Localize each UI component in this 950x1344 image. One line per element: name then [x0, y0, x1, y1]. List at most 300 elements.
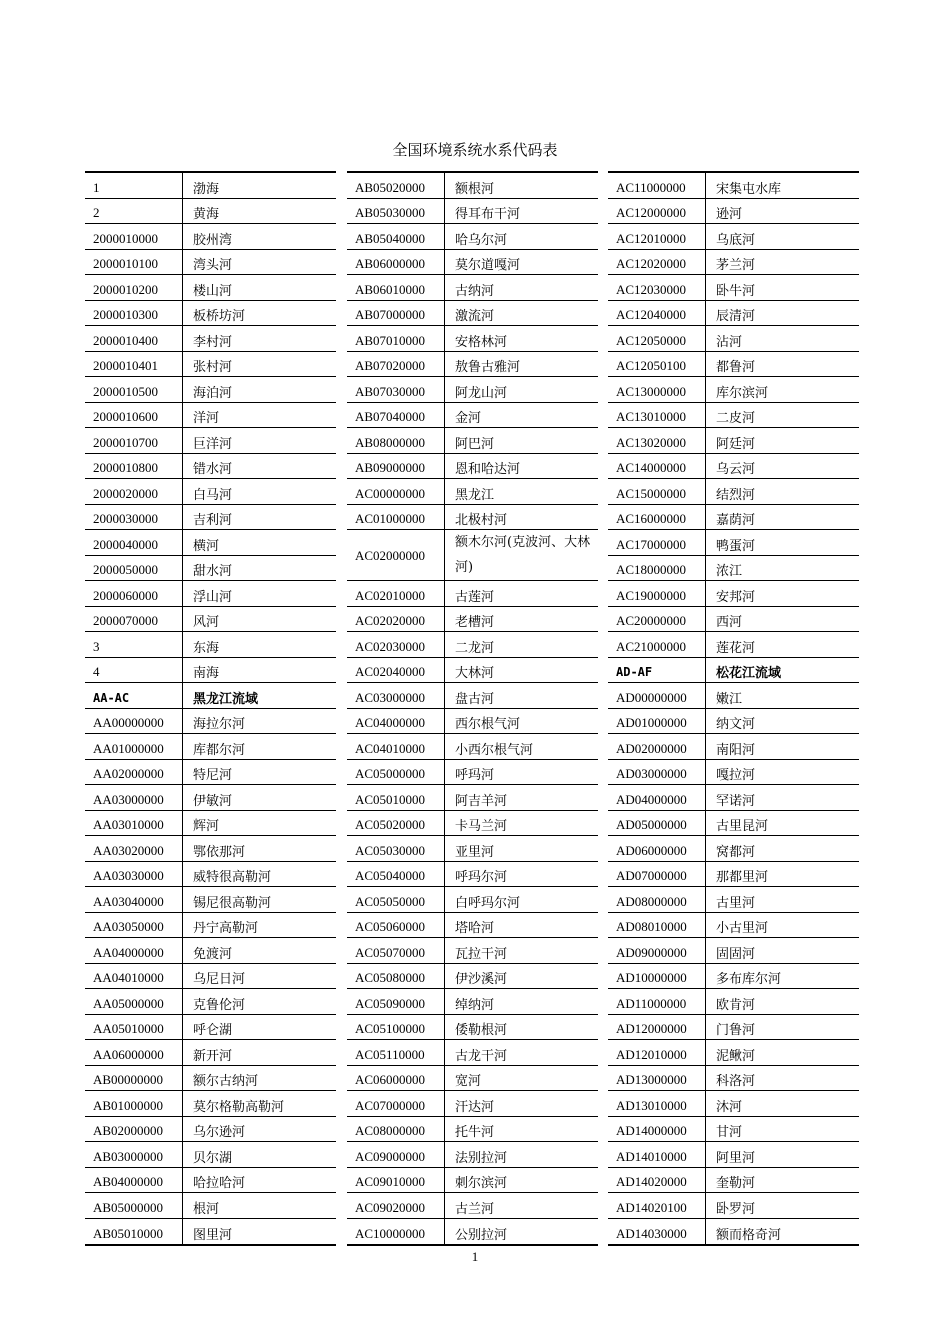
table-row: [347, 734, 598, 760]
table-row: [85, 836, 336, 862]
table-row: [347, 785, 598, 811]
water-system-code: AC05030000: [347, 836, 445, 861]
water-body-name: 公别拉河: [455, 1228, 508, 1243]
water-body-name: 恩和哈达河: [455, 462, 521, 477]
water-body-name: 根河: [193, 1201, 220, 1217]
water-system-code: 2000010800: [85, 454, 183, 479]
table-row: [85, 1142, 336, 1168]
water-body-name: 沐河: [716, 1099, 743, 1115]
water-body-name: 吉利河: [193, 513, 233, 528]
water-body-name: 茅兰河: [716, 258, 756, 273]
table-row: [85, 377, 336, 403]
table-row: [85, 275, 336, 301]
table-row: [347, 1219, 598, 1245]
water-system-code: AD14000000: [608, 1117, 706, 1142]
water-body-name: 阿吉羊河: [455, 793, 508, 809]
water-body-name: 那都里河: [716, 870, 769, 885]
water-system-code: AD02000000: [608, 734, 706, 759]
table-row: [608, 1168, 859, 1194]
water-body-name: 额木尔河(克波河、大林河): [455, 535, 591, 575]
water-body-name: 阿廷河: [716, 436, 756, 452]
water-system-code: AD13010000: [608, 1091, 706, 1116]
water-body-name: 都鲁河: [716, 360, 756, 375]
table-row: [608, 1040, 859, 1066]
table-row: [347, 862, 598, 888]
table-row: [85, 505, 336, 531]
water-system-code: 2000030000: [85, 505, 183, 530]
water-system-code: 2000010100: [85, 250, 183, 275]
water-system-code: AC12050100: [608, 352, 706, 377]
water-system-code: AD12000000: [608, 1015, 706, 1040]
water-system-code: AA03010000: [85, 811, 183, 836]
water-system-code: AC09010000: [347, 1168, 445, 1193]
water-system-code: AC12040000: [608, 301, 706, 326]
table-row: [608, 1066, 859, 1092]
table-row: [608, 530, 859, 556]
water-body-name: 板桥坊河: [193, 309, 246, 324]
water-body-name: 安邦河: [716, 589, 756, 605]
water-system-code: AD08000000: [608, 887, 706, 912]
table-row: [85, 199, 336, 225]
water-system-code: AB07020000: [347, 352, 445, 377]
water-body-name: 湾头河: [193, 258, 233, 273]
water-system-code: 2000020000: [85, 479, 183, 504]
table-row: [85, 607, 336, 633]
table-row: [85, 734, 336, 760]
water-body-name: 小西尔根气河: [455, 742, 534, 758]
table-row: [347, 1142, 598, 1168]
code-table-column-1: [85, 171, 336, 1246]
table-row: [85, 1117, 336, 1143]
water-system-code: AC04010000: [347, 734, 445, 759]
water-system-code: AC13020000: [608, 428, 706, 453]
water-body-name: 纳文河: [716, 717, 756, 732]
water-body-name: 特尼河: [193, 768, 233, 783]
water-body-name: 瓦拉干河: [455, 946, 508, 962]
water-system-code: 2000050000: [85, 556, 183, 581]
table-row: [608, 989, 859, 1015]
water-body-name: 李村河: [193, 334, 233, 350]
table-row: [85, 964, 336, 990]
water-system-code: AC05100000: [347, 1015, 445, 1040]
table-row: [85, 530, 336, 556]
water-body-name: 塔哈河: [455, 921, 495, 936]
table-row: [608, 938, 859, 964]
water-system-code: AA01000000: [85, 734, 183, 759]
water-body-name: 激流河: [455, 309, 495, 324]
water-system-code: AD03000000: [608, 760, 706, 785]
water-body-name: 二皮河: [716, 411, 756, 426]
table-row: [608, 760, 859, 786]
water-system-code: 2000010600: [85, 403, 183, 428]
table-row: [608, 734, 859, 760]
water-body-name: 金河: [455, 411, 482, 426]
water-body-name: 卧罗河: [716, 1201, 756, 1217]
water-system-code: AB06000000: [347, 250, 445, 275]
water-body-name: 托牛河: [455, 1125, 495, 1140]
table-row: [85, 556, 336, 582]
table-row: [347, 760, 598, 786]
water-system-code: AC12000000: [608, 199, 706, 224]
water-system-code: AC12010000: [608, 224, 706, 249]
water-system-code: AC00000000: [347, 479, 445, 504]
water-system-code: 2000060000: [85, 581, 183, 606]
water-body-name: 免渡河: [193, 946, 233, 962]
table-row: [347, 428, 598, 454]
table-row: [347, 811, 598, 837]
water-body-name: 得耳布干河: [455, 207, 521, 222]
table-row: [608, 964, 859, 990]
water-system-code: AD10000000: [608, 964, 706, 989]
water-body-name: 渤海: [193, 181, 220, 197]
table-row: [608, 887, 859, 913]
water-body-name: 逊河: [716, 207, 743, 222]
table-row: [608, 811, 859, 837]
water-system-code: AC05000000: [347, 760, 445, 785]
table-row: [608, 479, 859, 505]
table-row: [608, 454, 859, 480]
water-system-code: AB04000000: [85, 1168, 183, 1193]
water-system-code: 2000010200: [85, 275, 183, 300]
water-body-name: 黑龙江流域: [193, 691, 259, 707]
water-system-code: AA03040000: [85, 887, 183, 912]
table-row: [347, 352, 598, 378]
water-body-name: 呼玛尔河: [455, 870, 508, 885]
water-system-code: AC08000000: [347, 1117, 445, 1142]
water-system-code: 2000010300: [85, 301, 183, 326]
table-row: [347, 301, 598, 327]
table-row: [85, 301, 336, 327]
water-body-name: 哈乌尔河: [455, 232, 508, 248]
table-row: [608, 683, 859, 709]
table-row: [85, 760, 336, 786]
table-row: [608, 250, 859, 276]
water-body-name: 小古里河: [716, 921, 769, 936]
water-system-code: AC12050000: [608, 326, 706, 351]
table-row: [347, 479, 598, 505]
table-row: [608, 199, 859, 225]
water-body-name: 结烈河: [716, 487, 756, 503]
water-system-code: AA04000000: [85, 938, 183, 963]
water-system-code: AB06010000: [347, 275, 445, 300]
table-row: [608, 377, 859, 403]
water-body-name: 绰纳河: [455, 997, 495, 1013]
water-body-name: 额而格奇河: [716, 1228, 782, 1243]
table-row: [85, 581, 336, 607]
water-body-name: 甘河: [716, 1125, 743, 1140]
water-system-code: AD00000000: [608, 683, 706, 708]
water-system-code: AC02040000: [347, 658, 445, 683]
water-body-name: 古莲河: [455, 589, 495, 605]
table-row: [85, 938, 336, 964]
table-row: [85, 989, 336, 1015]
water-body-name: 错水河: [193, 462, 233, 477]
water-system-code: AC11000000: [608, 173, 706, 198]
water-body-name: 沾河: [716, 334, 743, 350]
water-system-code: AA06000000: [85, 1040, 183, 1065]
water-body-name: 古兰河: [455, 1201, 495, 1217]
water-system-code: AC02010000: [347, 581, 445, 606]
table-row: [608, 1091, 859, 1117]
water-body-name: 古龙干河: [455, 1048, 508, 1064]
water-body-name: 乌尔逊河: [193, 1125, 246, 1140]
water-system-code: AC02030000: [347, 632, 445, 657]
water-system-code: AC09020000: [347, 1193, 445, 1218]
water-body-name: 新开河: [193, 1048, 233, 1064]
water-system-code: AB09000000: [347, 454, 445, 479]
water-body-name: 伊沙溪河: [455, 972, 508, 987]
water-system-code: AC19000000: [608, 581, 706, 606]
water-system-code: AD14020000: [608, 1168, 706, 1193]
water-system-code: AD14030000: [608, 1219, 706, 1245]
table-row: [85, 250, 336, 276]
water-body-name: 洋河: [193, 411, 220, 426]
table-row: [347, 913, 598, 939]
table-row: [347, 530, 598, 581]
table-row: [608, 785, 859, 811]
water-body-name: 贝尔湖: [193, 1150, 233, 1166]
water-system-code: AC13010000: [608, 403, 706, 428]
table-row: [347, 505, 598, 531]
water-system-code: 1: [85, 173, 183, 198]
table-row: [347, 173, 598, 199]
water-body-name: 东海: [193, 640, 220, 656]
water-body-name: 甜水河: [193, 564, 233, 579]
water-body-name: 欧肯河: [716, 997, 756, 1013]
water-body-name: 奎勒河: [716, 1176, 756, 1191]
water-body-name: 胶州湾: [193, 232, 233, 248]
water-body-name: 乌底河: [716, 232, 756, 248]
water-body-name: 古里河: [716, 895, 756, 911]
water-body-name: 倭勒根河: [455, 1023, 508, 1038]
water-body-name: 阿里河: [716, 1150, 756, 1166]
table-row: [85, 224, 336, 250]
water-system-code: AC16000000: [608, 505, 706, 530]
basin-header-row: [608, 658, 859, 684]
water-body-name: 二龙河: [455, 640, 495, 656]
water-body-name: 辉河: [193, 819, 220, 834]
water-body-name: 海拉尔河: [193, 717, 246, 732]
water-system-code: AC12030000: [608, 275, 706, 300]
water-system-code: AA03050000: [85, 913, 183, 938]
water-system-code: AD13000000: [608, 1066, 706, 1091]
water-system-code: AC01000000: [347, 505, 445, 530]
water-body-name: 额尔古纳河: [193, 1074, 259, 1089]
water-body-name: 图里河: [193, 1228, 233, 1243]
table-row: [347, 1091, 598, 1117]
water-system-code: AC03000000: [347, 683, 445, 708]
table-row: [608, 428, 859, 454]
table-row: [347, 607, 598, 633]
water-body-name: 浓江: [716, 564, 743, 579]
water-body-name: 呼玛河: [455, 768, 495, 783]
table-row: [347, 683, 598, 709]
water-body-name: 卧牛河: [716, 283, 756, 299]
water-body-name: 卡马兰河: [455, 819, 508, 834]
table-row: [347, 1015, 598, 1041]
water-body-name: 敖鲁古雅河: [455, 360, 521, 375]
water-body-name: 海泊河: [193, 385, 233, 401]
table-row: [347, 1193, 598, 1219]
table-row: [85, 887, 336, 913]
water-body-name: 黄海: [193, 207, 220, 222]
water-system-code: 2000010400: [85, 326, 183, 351]
water-system-code: 3: [85, 632, 183, 657]
water-system-code: AD06000000: [608, 836, 706, 861]
table-row: [347, 326, 598, 352]
water-body-name: 浮山河: [193, 589, 233, 605]
water-body-name: 呼仑湖: [193, 1023, 233, 1038]
water-body-name: 鄂依那河: [193, 844, 246, 860]
table-row: [608, 1193, 859, 1219]
water-body-name: 丹宁高勒河: [193, 921, 259, 936]
water-system-code: AC10000000: [347, 1219, 445, 1245]
water-system-code: AC05050000: [347, 887, 445, 912]
table-row: [85, 479, 336, 505]
water-body-name: 乌尼日河: [193, 972, 246, 987]
water-body-name: 科洛河: [716, 1074, 756, 1089]
page-title: 全国环境系统水系代码表: [392, 141, 558, 159]
table-row: [347, 250, 598, 276]
table-row: [85, 1066, 336, 1092]
table-row: [608, 224, 859, 250]
water-system-code: 2000010500: [85, 377, 183, 402]
table-row: [85, 1193, 336, 1219]
water-system-code: AA00000000: [85, 709, 183, 734]
water-system-code: AA03000000: [85, 785, 183, 810]
water-system-code: AC02000000: [347, 530, 445, 580]
table-row: [608, 505, 859, 531]
water-body-name: 莲花河: [716, 640, 756, 656]
water-system-code: AD05000000: [608, 811, 706, 836]
water-system-code: AB05030000: [347, 199, 445, 224]
water-system-code: AC17000000: [608, 530, 706, 555]
table-row: [608, 352, 859, 378]
water-body-name: 安格林河: [455, 334, 508, 350]
water-system-code: AA-AC: [85, 683, 183, 708]
water-system-code: 2: [85, 199, 183, 224]
water-body-name: 横河: [193, 538, 220, 554]
water-system-code: AD14020100: [608, 1193, 706, 1218]
table-row: [347, 224, 598, 250]
table-row: [608, 556, 859, 582]
water-system-code: AB07010000: [347, 326, 445, 351]
water-body-name: 伊敏河: [193, 793, 233, 809]
table-row: [85, 632, 336, 658]
table-row: [85, 454, 336, 480]
water-body-name: 辰清河: [716, 309, 756, 324]
water-body-name: 法别拉河: [455, 1150, 508, 1166]
water-body-name: 南海: [193, 666, 220, 681]
water-system-code: AA02000000: [85, 760, 183, 785]
water-system-code: AC05090000: [347, 989, 445, 1014]
water-body-name: 白马河: [193, 487, 233, 503]
water-system-code: AD09000000: [608, 938, 706, 963]
table-row: [347, 1040, 598, 1066]
water-system-code: AB07030000: [347, 377, 445, 402]
water-system-code: AA03030000: [85, 862, 183, 887]
water-system-code: AB08000000: [347, 428, 445, 453]
table-row: [347, 377, 598, 403]
table-row: [608, 1142, 859, 1168]
water-body-name: 窝都河: [716, 844, 756, 860]
water-system-code: 2000040000: [85, 530, 183, 555]
water-body-name: 北极村河: [455, 513, 508, 528]
water-body-name: 嘉荫河: [716, 513, 756, 528]
table-row: [608, 709, 859, 735]
table-row: [85, 1040, 336, 1066]
water-body-name: 克鲁伦河: [193, 997, 246, 1013]
water-body-name: 宽河: [455, 1074, 482, 1089]
water-system-code: AC05070000: [347, 938, 445, 963]
water-system-code: AB03000000: [85, 1142, 183, 1167]
basin-header-row: [85, 683, 336, 709]
table-row: [347, 658, 598, 684]
water-system-code: AC13000000: [608, 377, 706, 402]
water-system-code: AD11000000: [608, 989, 706, 1014]
water-body-name: 多布库尔河: [716, 972, 782, 987]
water-body-name: 鸭蛋河: [716, 538, 756, 554]
water-system-code: AD14010000: [608, 1142, 706, 1167]
table-row: [85, 1168, 336, 1194]
water-body-name: 阿巴河: [455, 436, 495, 452]
water-body-name: 老槽河: [455, 615, 495, 630]
water-system-code: 4: [85, 658, 183, 683]
water-body-name: 西尔根气河: [455, 717, 521, 732]
water-system-code: 2000010700: [85, 428, 183, 453]
water-system-code: AC05080000: [347, 964, 445, 989]
table-row: [85, 1219, 336, 1245]
table-row: [347, 454, 598, 480]
water-body-name: 松花江流域: [716, 666, 782, 681]
water-system-code: AC05010000: [347, 785, 445, 810]
water-system-code: AC09000000: [347, 1142, 445, 1167]
table-row: [85, 1015, 336, 1041]
table-row: [608, 913, 859, 939]
water-system-code: AA05000000: [85, 989, 183, 1014]
table-row: [347, 632, 598, 658]
water-system-code: AB05000000: [85, 1193, 183, 1218]
table-row: [85, 658, 336, 684]
water-system-code: AC07000000: [347, 1091, 445, 1116]
table-row: [608, 326, 859, 352]
table-row: [608, 836, 859, 862]
water-body-name: 莫尔道嘎河: [455, 258, 521, 273]
water-system-code: AB07040000: [347, 403, 445, 428]
water-system-code: AB00000000: [85, 1066, 183, 1091]
water-system-code: AA04010000: [85, 964, 183, 989]
water-system-code: AA05010000: [85, 1015, 183, 1040]
water-body-name: 风河: [193, 615, 220, 630]
water-body-name: 古里昆河: [716, 819, 769, 834]
water-system-code: AD07000000: [608, 862, 706, 887]
water-body-name: 刺尔滨河: [455, 1176, 508, 1191]
water-system-code: AC02020000: [347, 607, 445, 632]
water-system-code: AC18000000: [608, 556, 706, 581]
table-row: [85, 326, 336, 352]
water-body-name: 固固河: [716, 946, 756, 962]
water-body-name: 锡尼很高勒河: [193, 895, 272, 911]
table-row: [85, 709, 336, 735]
water-body-name: 阿龙山河: [455, 385, 508, 401]
table-row: [608, 301, 859, 327]
water-system-code: AB07000000: [347, 301, 445, 326]
table-row: [608, 403, 859, 429]
table-row: [608, 862, 859, 888]
water-system-code: 2000010401: [85, 352, 183, 377]
page-number: 1: [471, 1249, 479, 1264]
table-row: [85, 913, 336, 939]
